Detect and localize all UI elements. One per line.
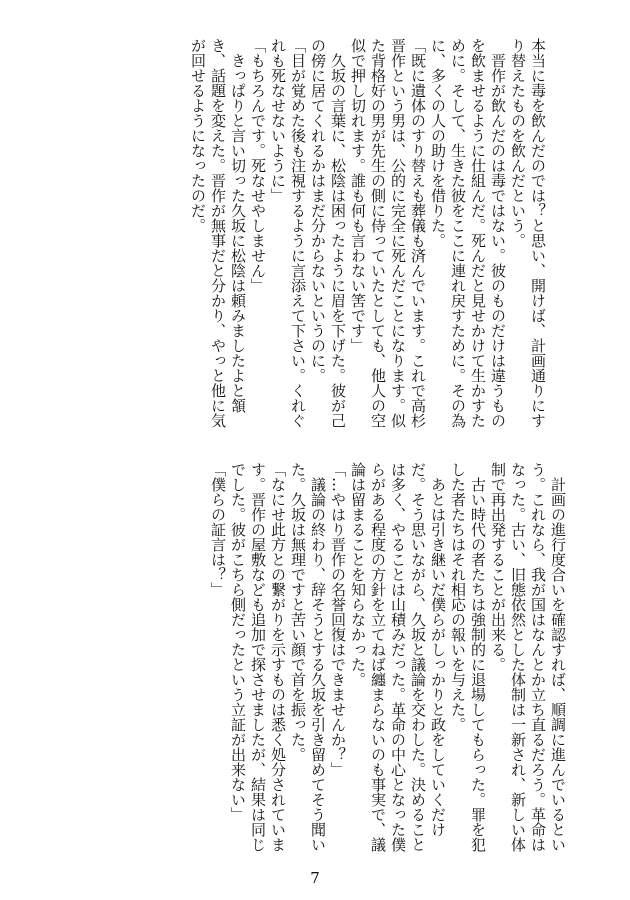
paragraph: 「僕らの証言は？」 xyxy=(209,462,227,597)
paragraph: きっぱりと言い切った久坂に松陰は頼みましたよと頷き、話題を変えた。晋作が無事だと分かり、やっと他に気が回せるようになったのだ。 xyxy=(189,38,247,428)
paragraph: 議論の終わり、辞そうとする久坂を引き留めてそう聞いた。久坂は無理ですと苦い顔で首を振った。 xyxy=(289,462,327,852)
paragraph: 古い時代の者たちは強制的に退場してもらった。罪を犯した者たちはそれ相応の報いを与えた。 xyxy=(449,462,487,852)
page-number: 7 xyxy=(310,869,320,887)
paragraph: 「なにせ此方との繋がりを示すものは悉く処分されています。晋作の屋敷なども追加で探させましたが、結果は同じでした。彼がこちら側だったという立証が出来ない」 xyxy=(229,462,287,852)
paragraph: 久坂の言葉に、松陰は困ったように眉を下げた。彼が己の傍に居てくれるかはまだ分からないというのに。 xyxy=(309,38,347,428)
paragraph: 「…やはり晋作の名誉回復はできませんか？」 xyxy=(329,462,347,777)
paragraph: 「既に遺体のすり替えも葬儀も済んでいます。これで高杉晋作という男は、公的に完全に死んだことになります。似た背格好の男が先生の側に侍っていたとしても、他人の空似で押し切れます。誰も何も言わない筈です」 xyxy=(349,38,427,428)
paragraph: 「もちろんです。死なせやしません」 xyxy=(249,38,267,293)
paragraph: 晋作が飲んだのは毒ではない。彼のものだけは違うものを飲ませるように仕組んだ。死んだと見せかけて生かすために。そして、生きた彼をここに連れ戻すために。その為に、多くの人の助けを借りた。 xyxy=(429,38,507,428)
paragraph: あとは引き継いだ僕らがしっかりと政をしていくだけだ。そう思いながら、久坂と議論を交わした。決めることは多く、やることは山積みだった。革命の中心となった僕らがある程度の方針を立てねば纏まらないのも事実で、議論は留まることを知らなかった。 xyxy=(349,462,447,852)
upper-text-column xyxy=(68,38,548,433)
paragraph: 計画の進行度合いを確認すれば、順調に進んでいるという。これなら、我が国はなんとか立ち直るだろう。革命はなった。古い、旧態依然とした体制は一新され、新しい体制で再出発することが出来る。 xyxy=(489,462,567,852)
lower-text-column xyxy=(68,462,568,857)
paragraph: 「目が覚めた後も注視するように言添えて下さい。くれぐれも死なせないように」 xyxy=(269,38,307,428)
paragraph: 本当に毒を飲んだのでは？と思い、開けば、計画通りにすり替えたものを飲んだという。 xyxy=(509,38,547,428)
